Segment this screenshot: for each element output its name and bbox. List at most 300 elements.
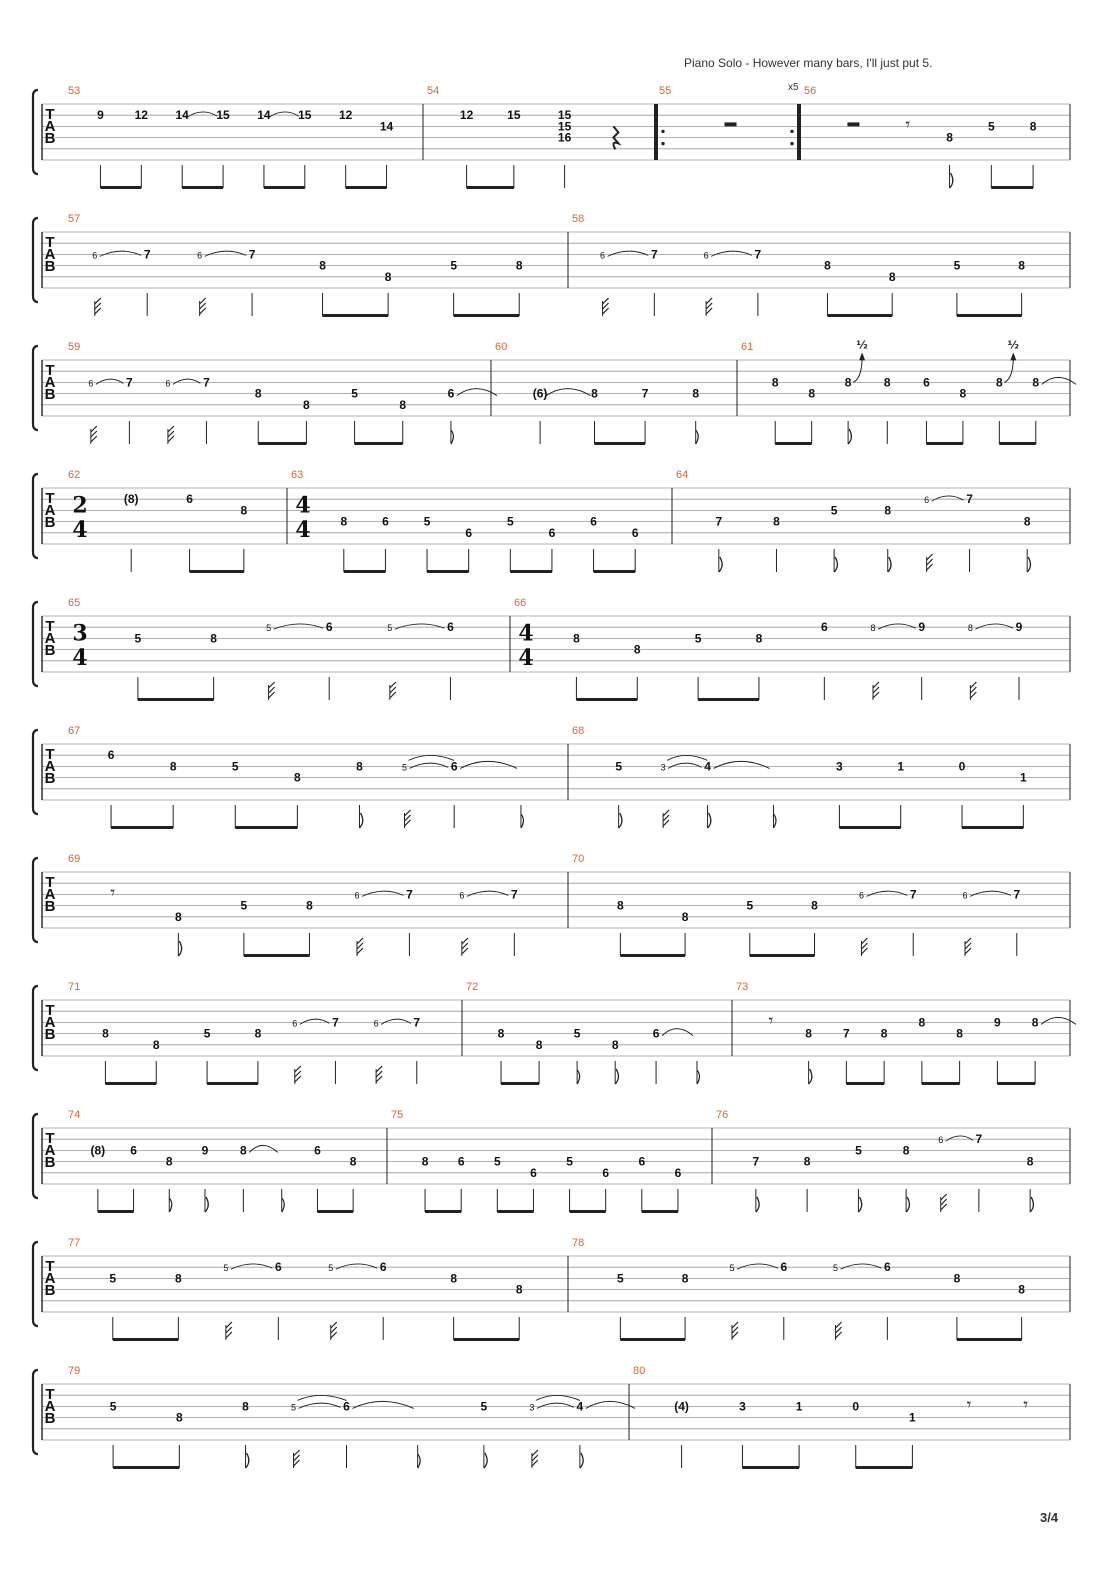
fret-number: 7 <box>754 247 762 262</box>
tab-clef-letter: B <box>44 1282 56 1300</box>
fret-number: 6 <box>450 759 458 774</box>
measure-54 <box>427 85 618 189</box>
tab-clef-letter: T <box>45 1002 55 1020</box>
fret-number: 8 <box>421 1154 429 1169</box>
grace-fret-number: 6 <box>938 1135 944 1146</box>
fret-number: 6 <box>923 375 930 390</box>
fret-number: 9 <box>97 108 104 123</box>
grace-fret-number: 6 <box>924 495 930 506</box>
grace-fret-number: 8 <box>967 623 973 634</box>
measure-72 <box>466 981 699 1085</box>
fret-number: 6 <box>590 514 597 529</box>
note-beam <box>742 1466 799 1469</box>
fret-number: 5 <box>134 631 142 646</box>
tab-clef-letter: T <box>45 746 55 764</box>
fret-number: 8 <box>356 759 363 774</box>
tab-clef-letter: A <box>44 1014 56 1032</box>
repeat-count: x5 <box>788 82 799 93</box>
fret-number: 6 <box>674 1165 682 1180</box>
fret-number: 8 <box>959 386 967 401</box>
fret-number: 7 <box>752 1154 760 1169</box>
note-beam <box>957 314 1022 317</box>
fret-number: 15 <box>298 108 312 123</box>
fret-number: 8 <box>995 375 1003 390</box>
grace-fret-number: 6 <box>292 1018 298 1029</box>
tab-system-4 <box>33 469 1070 573</box>
measure-64 <box>676 469 1031 572</box>
tab-clef-letter: B <box>44 514 56 532</box>
slide-arc <box>608 251 649 256</box>
grace-fret-number: 5 <box>291 1402 297 1413</box>
fret-number: 5 <box>830 503 838 518</box>
measure-78 <box>572 1237 1025 1341</box>
fret-number: 8 <box>165 1154 173 1169</box>
note-beam <box>775 442 811 445</box>
grace-fret-number: 5 <box>387 623 393 634</box>
eighth-rest: 𝄾 <box>1023 1394 1029 1416</box>
measure-number: 55 <box>659 85 672 97</box>
time-signature <box>72 492 87 542</box>
tab-clef-letter: A <box>44 118 56 136</box>
system-bracket <box>33 346 38 430</box>
grace-fret-number: 6 <box>703 250 709 261</box>
note-beam <box>111 826 173 829</box>
fret-number: 7 <box>966 492 973 507</box>
repeat-dot <box>661 142 664 145</box>
slide-arc <box>381 1019 411 1024</box>
slide-arc <box>96 379 124 384</box>
note-beam <box>501 1082 539 1085</box>
fret-number: 8 <box>824 258 831 273</box>
measure-58 <box>572 213 1025 317</box>
bend-amount: ½ <box>856 338 868 352</box>
fret-number: 6 <box>314 1143 321 1158</box>
tab-system-3 <box>33 338 1076 445</box>
measure-57 <box>68 213 523 317</box>
note-beam <box>182 186 223 189</box>
fret-number: 1 <box>897 759 905 774</box>
fret-number: 8 <box>883 375 891 390</box>
fret-number: 5 <box>746 898 754 913</box>
measure-69 <box>68 853 518 957</box>
fret-number: 8 <box>844 375 852 390</box>
fret-number: 8 <box>956 1026 963 1041</box>
fret-number: 14 <box>175 108 189 123</box>
measure-number: 62 <box>68 469 81 481</box>
measure-62 <box>68 469 248 573</box>
measure-number: 53 <box>68 85 81 97</box>
fret-number: 15 <box>216 108 230 123</box>
fret-number: 8 <box>515 258 523 273</box>
slide-arc <box>395 624 445 629</box>
slide-arc <box>878 624 916 629</box>
tie-arc <box>586 1401 635 1408</box>
note-beam <box>576 698 637 701</box>
time-signature <box>518 620 533 670</box>
slide-arc <box>274 624 324 629</box>
system-bracket <box>33 1370 38 1454</box>
fret-number: 8 <box>808 386 816 401</box>
fret-number: 5 <box>450 258 458 273</box>
fret-number: 6 <box>465 525 473 540</box>
tab-system-10 <box>33 1237 1070 1341</box>
tab-system-6 <box>33 725 1070 829</box>
system-bracket <box>33 1114 38 1198</box>
slide-arc <box>205 251 246 256</box>
note-beam <box>594 570 636 573</box>
slide-arc <box>187 112 217 117</box>
tab-clef-letter: T <box>45 362 55 380</box>
fret-number: 7 <box>641 386 649 401</box>
repeat-dot <box>790 130 793 133</box>
fret-number: 5 <box>240 898 248 913</box>
fret-number: 5 <box>615 759 623 774</box>
fret-number: 8 <box>349 1154 357 1169</box>
note-beam <box>235 826 297 829</box>
grace-fret-number: 3 <box>529 1402 535 1413</box>
measure-59 <box>68 341 497 445</box>
tie-arc <box>460 761 517 768</box>
tab-clef-letter: A <box>44 1398 56 1416</box>
tab-clef-letter: A <box>44 630 56 648</box>
measure-number: 60 <box>495 341 508 353</box>
slide-arc <box>737 1264 778 1269</box>
fret-number: 8 <box>169 759 177 774</box>
slide-arc <box>100 251 141 256</box>
legato-arc <box>298 1395 347 1400</box>
measure-55 <box>654 82 801 160</box>
grace-fret-number: 5 <box>729 1263 735 1274</box>
fret-number: 8 <box>884 503 892 518</box>
fret-number: 8 <box>515 1282 523 1297</box>
fret-number: 7 <box>909 887 917 902</box>
note-beam <box>839 826 900 829</box>
grace-fret-number: 6 <box>197 250 203 261</box>
slide-arc <box>537 1403 574 1408</box>
fret-number: 1 <box>795 1399 803 1414</box>
grace-fret-number: 6 <box>600 250 606 261</box>
fret-number: 8 <box>611 1037 619 1052</box>
fret-number: 12 <box>339 108 353 123</box>
time-signature-bottom: 4 <box>518 644 534 671</box>
tab-clef-letter: T <box>45 234 55 252</box>
note-beam <box>138 698 214 701</box>
note-beam <box>750 954 815 957</box>
measure-number: 56 <box>804 85 817 97</box>
fret-number: 8 <box>880 1026 888 1041</box>
measure-number: 54 <box>427 85 440 97</box>
fret-number: 6 <box>548 525 556 540</box>
grace-fret-number: 5 <box>223 1263 229 1274</box>
fret-number: 8 <box>340 514 348 529</box>
note-beam <box>317 1210 353 1213</box>
system-bracket <box>33 730 38 814</box>
tab-system-9 <box>33 1109 1070 1213</box>
measure-number: 63 <box>291 469 304 481</box>
fret-number: 14 <box>379 119 394 134</box>
tie-arc <box>546 389 590 396</box>
grace-fret-number: 5 <box>401 762 408 773</box>
fret-number: 9 <box>994 1015 1001 1030</box>
fret-number: 6 <box>457 1154 465 1169</box>
tie-arc <box>1041 1017 1076 1024</box>
eighth-rest: 𝄾 <box>966 1394 972 1416</box>
time-signature-bottom: 4 <box>295 516 311 543</box>
grace-fret-number: 8 <box>870 623 876 634</box>
note-beam <box>999 442 1035 445</box>
measure-71 <box>68 981 420 1085</box>
note-beam <box>258 442 306 445</box>
fret-number: 4 <box>704 759 711 774</box>
fret-number: 0 <box>958 759 966 774</box>
fret-number: 8 <box>591 386 598 401</box>
note-beam <box>454 314 520 317</box>
system-bracket <box>33 474 38 558</box>
note-beam <box>926 442 962 445</box>
fret-number: 6 <box>186 492 193 507</box>
fret-number: 5 <box>231 759 239 774</box>
fret-number: 8 <box>755 631 763 646</box>
fret-number: 7 <box>510 887 518 902</box>
fret-number: 8 <box>805 1026 812 1041</box>
measure-70 <box>572 853 1020 957</box>
fret-number: 8 <box>174 1271 182 1286</box>
grace-fret-number: 6 <box>962 890 968 901</box>
grace-fret-number: 5 <box>833 1263 839 1274</box>
slide-arc <box>866 891 907 896</box>
fret-number: 8 <box>1023 514 1031 529</box>
tab-clef-letter: B <box>44 770 56 788</box>
fret-number: 6 <box>382 514 389 529</box>
fret-number: 5 <box>566 1154 573 1169</box>
fret-number: 5 <box>109 1271 117 1286</box>
measure-number: 74 <box>68 1109 81 1121</box>
tab-clef-letter: A <box>44 374 56 392</box>
fret-number: 14 <box>257 108 271 123</box>
fret-number: 4 <box>576 1399 584 1414</box>
measure-number: 80 <box>633 1365 646 1377</box>
measure-number: 75 <box>391 1109 404 1121</box>
tab-system-1 <box>33 82 1070 189</box>
bend-amount: ½ <box>1007 338 1020 352</box>
tab-clef-letter: T <box>45 1258 55 1276</box>
fret-number: 8 <box>535 1037 543 1052</box>
note-beam <box>207 1082 258 1085</box>
fret-number: 8 <box>450 1271 458 1286</box>
fret-number: 8 <box>953 1271 961 1286</box>
fret-number: 7 <box>975 1132 983 1147</box>
measure-number: 65 <box>68 597 81 609</box>
note-beam <box>323 314 389 317</box>
tab-system-7 <box>33 853 1070 957</box>
fret-number: 8 <box>681 1271 689 1286</box>
fret-number: 1 <box>909 1410 916 1425</box>
fret-number: 12 <box>134 108 148 123</box>
fret-number: 9 <box>201 1143 209 1158</box>
time-signature <box>72 620 87 670</box>
fret-number: 8 <box>240 1143 247 1158</box>
note-beam <box>962 826 1023 829</box>
tab-system-8 <box>33 981 1076 1085</box>
tab-clef-letter: B <box>44 1410 56 1428</box>
slide-arc <box>975 624 1013 629</box>
tab-system-2 <box>33 213 1070 317</box>
measure-73 <box>736 981 1076 1085</box>
tab-clef-letter: T <box>45 874 55 892</box>
system-bracket <box>33 986 38 1070</box>
eighth-rest: 𝄾 <box>768 1010 774 1032</box>
section-heading: Piano Solo - However many bars, I'll just put 5. <box>684 56 933 70</box>
grace-fret-number: 5 <box>266 623 272 634</box>
tab-clef-letter: B <box>44 642 56 660</box>
note-beam <box>344 570 386 573</box>
fret-number: 6 <box>447 620 454 635</box>
system-bracket <box>33 602 38 686</box>
fret-number: 7 <box>715 514 723 529</box>
measure-67 <box>68 725 523 829</box>
measure-number: 79 <box>68 1365 81 1377</box>
fret-number: 15 <box>507 108 521 123</box>
tab-clef-letter: B <box>44 1154 56 1172</box>
measure-number: 72 <box>466 981 479 993</box>
time-signature-top: 4 <box>295 492 311 519</box>
fret-number: 7 <box>203 375 210 390</box>
fret-number: 8 <box>175 1410 183 1425</box>
note-beam <box>991 186 1033 189</box>
measure-number: 66 <box>514 597 527 609</box>
time-signature-top: 4 <box>518 620 534 647</box>
fret-number: 8 <box>617 898 624 913</box>
grace-fret-number: 5 <box>328 1263 334 1274</box>
fret-number: 6 <box>652 1026 660 1041</box>
slide-arc <box>173 379 201 384</box>
measure-number: 69 <box>68 853 81 865</box>
time-signature <box>295 492 310 542</box>
note-beam <box>827 314 892 317</box>
fret-number: 7 <box>126 375 133 390</box>
note-beam <box>594 442 645 445</box>
fret-number: 8 <box>573 631 580 646</box>
eighth-rest: 𝄾 <box>110 882 116 904</box>
tab-clef-letter: A <box>44 1142 56 1160</box>
measure-65 <box>68 597 454 701</box>
fret-number: 6 <box>447 386 455 401</box>
fret-number: 15 <box>557 119 572 134</box>
fret-number: 7 <box>248 247 256 262</box>
tab-clef-letter: B <box>44 898 56 916</box>
bend-arrowhead <box>859 352 865 360</box>
slide-arc <box>841 1264 882 1269</box>
fret-number: 8 <box>1031 1015 1039 1030</box>
tab-clef-letter: A <box>44 246 56 264</box>
time-signature-top: 3 <box>72 620 88 647</box>
legato-arc <box>667 755 707 760</box>
measure-80 <box>633 1365 1028 1469</box>
tab-clef-letter: A <box>44 502 56 520</box>
slide-arc <box>362 891 403 896</box>
note-beam <box>698 698 759 701</box>
time-signature-bottom: 4 <box>72 644 88 671</box>
eighth-rest: 𝄾 <box>905 114 911 136</box>
fret-number: 8 <box>174 909 182 924</box>
measure-53 <box>68 85 394 189</box>
tab-clef-letter: A <box>44 758 56 776</box>
measure-77 <box>68 1237 523 1341</box>
measure-number: 70 <box>572 853 585 865</box>
note-beam <box>570 1210 606 1213</box>
measure-76 <box>716 1109 1034 1212</box>
tab-clef-letter: T <box>45 490 55 508</box>
fret-number: 5 <box>203 1026 211 1041</box>
fret-number: 5 <box>351 386 358 401</box>
half-rest <box>725 122 737 126</box>
fret-number: 6 <box>379 1260 387 1275</box>
tab-clef-letter: T <box>45 1386 55 1404</box>
measure-number: 57 <box>68 213 81 225</box>
fret-number: 6 <box>780 1260 788 1275</box>
grace-fret-number: 6 <box>88 378 94 389</box>
time-signature-bottom: 4 <box>72 516 88 543</box>
slide-arc <box>336 1264 377 1269</box>
note-beam <box>620 1338 685 1341</box>
page-number: 3/4 <box>1040 1510 1059 1525</box>
bend-arrowhead <box>1010 352 1016 360</box>
fret-number: 5 <box>423 514 431 529</box>
slide-arc <box>668 763 701 768</box>
measure-66 <box>514 597 1023 701</box>
fret-number: 1 <box>1019 770 1027 785</box>
fret-number: 8 <box>1018 258 1025 273</box>
fret-number: 5 <box>109 1399 117 1414</box>
fret-number: 7 <box>1013 887 1021 902</box>
fret-number: 8 <box>497 1026 505 1041</box>
tab-clef-letter: B <box>44 386 56 404</box>
fret-number: 8 <box>102 1026 109 1041</box>
measure-75 <box>391 1109 682 1213</box>
note-beam <box>467 186 514 189</box>
tab-clef-letter: B <box>44 258 56 276</box>
fret-number: 8 <box>294 770 301 785</box>
grace-fret-number: 6 <box>165 378 171 389</box>
fret-number: 8 <box>1029 119 1037 134</box>
fret-number: 8 <box>888 269 896 284</box>
measure-63 <box>291 469 639 573</box>
fret-number: 6 <box>343 1399 350 1414</box>
note-beam <box>997 1082 1035 1085</box>
fret-number: 5 <box>480 1399 488 1414</box>
fret-number: 8 <box>319 258 326 273</box>
legato-arc <box>536 1395 580 1400</box>
note-beam <box>355 442 403 445</box>
tab-clef-letter: T <box>45 618 55 636</box>
time-signature-top: 2 <box>72 492 88 519</box>
note-beam <box>346 186 387 189</box>
legato-arc <box>409 755 455 760</box>
fret-number: 6 <box>130 1143 137 1158</box>
measure-61 <box>741 338 1076 445</box>
fret-number: 12 <box>459 108 474 123</box>
fret-number: 5 <box>953 258 961 273</box>
note-beam <box>113 1466 179 1469</box>
fret-number: 8 <box>681 909 689 924</box>
fret-number: 8 <box>399 397 407 412</box>
fret-number: 3 <box>836 759 843 774</box>
fret-number: 0 <box>852 1399 860 1414</box>
fret-number: 8 <box>306 898 313 913</box>
slide-arc <box>467 891 508 896</box>
fret-number: 6 <box>530 1165 537 1180</box>
fret-number: 9 <box>918 620 926 635</box>
